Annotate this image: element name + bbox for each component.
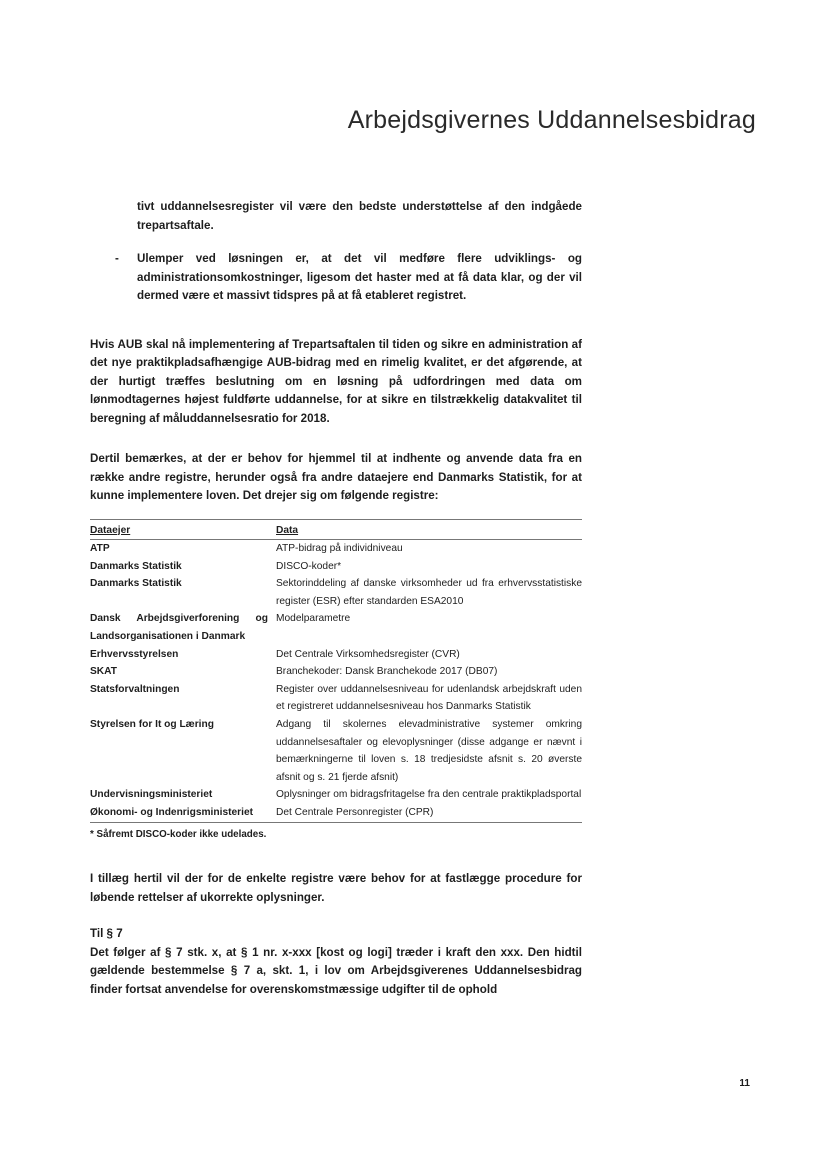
column-header-owner: Dataejer (90, 519, 276, 540)
document-header-title: Arbejdsgivernes Uddannelsesbidrag (347, 106, 756, 134)
row-data: DISCO-koder* (276, 560, 342, 572)
row-data: Branchekoder: Dansk Branchekode 2017 (DB07) (276, 666, 498, 678)
paragraph-corrections: I tillæg hertil vil der for de enkelte registre være behov for at fastlægge procedure for løbende rettelser af ukorrekte oplysninger. (90, 872, 582, 904)
paragraph-aub-implementation: Hvis AUB skal nå implementering af Trepartsaftalen til tiden og sikre en administration af det nye praktikpladsafhængige AUB-bidrag med en rimelig kvalitet, er det afgørende, at der hurtigt træffes beslutning om en løsning på udfordringen med data om lønmodtagernes højest fuldførte uddannelse, for at sikre en tilstrækkelig datakvalitet til beregning af måluddannelsesratio for 2018. (90, 337, 582, 425)
table-row (90, 663, 582, 681)
table-row (90, 716, 582, 786)
row-owner: Erhvervsstyrelsen (90, 648, 179, 660)
row-owner: Danmarks Statistik (90, 578, 182, 590)
table-row (90, 610, 582, 645)
table-row (90, 646, 582, 664)
bullet-item (90, 250, 582, 306)
bullet-text: Ulemper ved løsningen er, at det vil medføre flere udviklings- og administrationsomkostninger, ligesom det haster med at få data klar, og der vil dermed være et massivt tidspres på at få etableret registret. (137, 252, 582, 302)
row-data: ATP-bidrag på individniveau (276, 543, 403, 555)
table-row (90, 804, 582, 822)
table-footnote: * Såfremt DISCO-koder ikke udelades. (90, 828, 267, 840)
row-data: Adgang til skolernes elevadministrative systemer omkring uddannelsesaftaler og elevoplysninger (disse adgange er nævnt i bemærkningerne til loven s. 18 tredjesidste afsnit s. 20 øverste afsnit og s. 21 fjerde afsnit) (276, 719, 582, 783)
row-data: Oplysninger om bidragsfritagelse fra den centrale praktikpladsportal (276, 789, 582, 801)
paragraph-registers-intro: Dertil bemærkes, at der er behov for hjemmel til at indhente og anvende data fra en række andre registre, herunder også fra andre dataejere end Danmarks Statistik, for at kunne implementere loven. Det drejer sig om følgende registre: (90, 452, 582, 502)
table-row (90, 681, 582, 716)
table-header-row (90, 519, 582, 540)
row-owner: Undervisningsministeriet (90, 789, 213, 801)
row-owner: Styrelsen for It og Læring (90, 719, 214, 731)
row-owner: SKAT (90, 666, 117, 678)
row-owner: Økonomi- og Indenrigsministeriet (90, 807, 254, 818)
row-data: Register over uddannelsesniveau for udenlandsk arbejdskraft uden et registreret uddannelsesniveau hos Danmarks Statistik (276, 683, 582, 713)
column-header-data: Data (276, 519, 582, 540)
table-row (90, 558, 582, 576)
section-text: Det følger af § 7 stk. x, at § 1 nr. x-xxx [kost og logi] træder i kraft den xxx. Den hidtil gældende bestemmelse § 7 a, skt. 1, i lov om Arbejdsgiverenes Uddannelsesbidrag finder fortsat anvendelse for overenskomstmæssige udgifter til de ophold (90, 945, 582, 996)
registers-table (90, 519, 582, 823)
continuation-paragraph: tivt uddannelsesregister vil være den bedste understøttelse af den indgåede trepartsaftale. (137, 200, 582, 232)
table-row (90, 575, 582, 610)
page-number: 11 (739, 1078, 750, 1089)
row-owner: Dansk Arbejdsgiverforening og Landsorganisationen i Danmark (90, 613, 268, 643)
table-row (90, 540, 582, 558)
row-owner: Statsforvaltningen (90, 683, 180, 695)
table-row (90, 786, 582, 804)
section-heading: Til § 7 (90, 927, 123, 941)
page-content (90, 198, 582, 999)
row-data: Det Centrale Virksomhedsregister (CVR) (276, 648, 460, 660)
row-data: Det Centrale Personregister (CPR) (276, 807, 434, 818)
bullet-marker: - (115, 252, 119, 265)
row-owner: Danmarks Statistik (90, 560, 182, 572)
row-data: Sektorinddeling af danske virksomheder ud fra erhvervsstatistiske register (ESR) efter standarden ESA2010 (276, 578, 582, 607)
row-owner: ATP (90, 543, 110, 555)
row-data: Modelparametre (276, 613, 351, 625)
